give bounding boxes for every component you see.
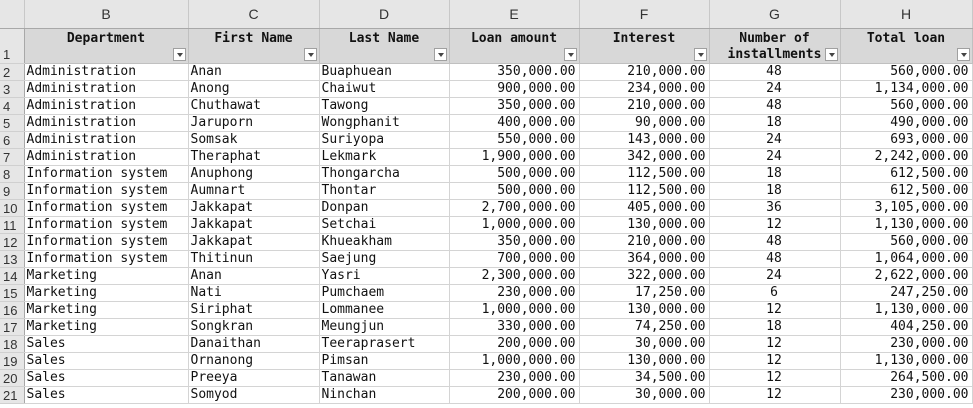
cell-last-name[interactable]: Khueakham (319, 234, 449, 251)
cell-installments[interactable]: 24 (709, 268, 840, 285)
cell-first-name[interactable]: Jakkapat (188, 200, 319, 217)
cell-loan-amount[interactable]: 2,700,000.00 (449, 200, 579, 217)
cell-first-name[interactable]: Somyod (188, 387, 319, 404)
cell-installments[interactable]: 24 (709, 149, 840, 166)
row-number[interactable]: 11 (0, 217, 24, 234)
header-installments-label-line1: Number of (739, 31, 810, 46)
row-number[interactable]: 16 (0, 302, 24, 319)
column-header-c[interactable]: C (188, 0, 319, 29)
cell-first-name[interactable]: Aumnart (188, 183, 319, 200)
table-row (0, 251, 972, 268)
column-header-b[interactable]: B (24, 0, 188, 29)
table-row (0, 285, 972, 302)
cell-first-name[interactable]: Anong (188, 81, 319, 98)
cell-department[interactable]: Administration (24, 98, 188, 115)
cell-installments[interactable]: 24 (709, 132, 840, 149)
filter-dropdown-icon[interactable] (825, 48, 838, 61)
cell-installments[interactable]: 12 (709, 217, 840, 234)
table-row (0, 302, 972, 319)
table-row (0, 268, 972, 285)
row-number[interactable]: 7 (0, 149, 24, 166)
header-first-name-label: First Name (214, 31, 293, 46)
cell-department[interactable]: Marketing (24, 268, 188, 285)
row-number[interactable]: 5 (0, 115, 24, 132)
cell-total-loan[interactable]: 3,105,000.00 (840, 200, 972, 217)
cell-total-loan[interactable]: 490,000.00 (840, 115, 972, 132)
cell-total-loan[interactable]: 560,000.00 (840, 234, 972, 251)
row-number[interactable]: 10 (0, 200, 24, 217)
cell-interest[interactable]: 210,000.00 (579, 234, 709, 251)
cell-loan-amount[interactable]: 2,300,000.00 (449, 268, 579, 285)
cell-total-loan[interactable]: 404,250.00 (840, 319, 972, 336)
cell-loan-amount[interactable]: 1,900,000.00 (449, 149, 579, 166)
cell-loan-amount[interactable]: 200,000.00 (449, 387, 579, 404)
cell-interest[interactable]: 130,000.00 (579, 353, 709, 370)
cell-total-loan[interactable]: 1,064,000.00 (840, 251, 972, 268)
cell-installments[interactable]: 12 (709, 336, 840, 353)
cell-first-name[interactable]: Jakkapat (188, 234, 319, 251)
cell-department[interactable]: Sales (24, 387, 188, 404)
cell-department[interactable]: Administration (24, 149, 188, 166)
column-header-d[interactable]: D (319, 0, 449, 29)
cell-total-loan[interactable]: 247,250.00 (840, 285, 972, 302)
cell-total-loan[interactable]: 2,242,000.00 (840, 149, 972, 166)
cell-interest[interactable]: 130,000.00 (579, 217, 709, 234)
cell-loan-amount[interactable]: 500,000.00 (449, 166, 579, 183)
cell-first-name[interactable]: Somsak (188, 132, 319, 149)
cell-interest[interactable]: 34,500.00 (579, 370, 709, 387)
cell-last-name[interactable]: Lekmark (319, 149, 449, 166)
row-number[interactable]: 8 (0, 166, 24, 183)
column-header-g[interactable]: G (709, 0, 840, 29)
cell-first-name[interactable]: Ornanong (188, 353, 319, 370)
cell-department[interactable]: Information system (24, 166, 188, 183)
table-row (0, 115, 972, 132)
cell-department[interactable]: Sales (24, 353, 188, 370)
cell-department[interactable]: Marketing (24, 319, 188, 336)
cell-department[interactable]: Information system (24, 251, 188, 268)
cell-total-loan[interactable]: 264,500.00 (840, 370, 972, 387)
cell-interest[interactable]: 322,000.00 (579, 268, 709, 285)
row-number[interactable]: 20 (0, 370, 24, 387)
cell-last-name[interactable]: Teeraprasert (319, 336, 449, 353)
cell-installments[interactable]: 18 (709, 319, 840, 336)
row-number[interactable]: 4 (0, 98, 24, 115)
cell-total-loan[interactable]: 230,000.00 (840, 387, 972, 404)
cell-last-name[interactable]: Thontar (319, 183, 449, 200)
table-row (0, 81, 972, 98)
cell-installments[interactable]: 48 (709, 98, 840, 115)
cell-installments[interactable]: 18 (709, 166, 840, 183)
column-header-row (0, 0, 972, 29)
cell-interest[interactable]: 364,000.00 (579, 251, 709, 268)
cell-department[interactable]: Sales (24, 370, 188, 387)
cell-last-name[interactable]: Tanawan (319, 370, 449, 387)
cell-first-name[interactable]: Anan (188, 64, 319, 81)
cell-interest[interactable]: 112,500.00 (579, 183, 709, 200)
row-number[interactable]: 1 (0, 29, 24, 64)
table-row (0, 200, 972, 217)
header-last-name-label: Last Name (348, 31, 420, 46)
cell-first-name[interactable]: Preeya (188, 370, 319, 387)
header-department[interactable] (24, 29, 188, 64)
cell-total-loan[interactable]: 1,130,000.00 (840, 217, 972, 234)
row-number[interactable]: 18 (0, 336, 24, 353)
cell-last-name[interactable]: Thongarcha (319, 166, 449, 183)
cell-interest[interactable]: 342,000.00 (579, 149, 709, 166)
cell-total-loan[interactable]: 612,500.00 (840, 166, 972, 183)
table-row (0, 234, 972, 251)
cell-installments[interactable]: 24 (709, 81, 840, 98)
cell-installments[interactable]: 6 (709, 285, 840, 302)
cell-last-name[interactable]: Ninchan (319, 387, 449, 404)
cell-first-name[interactable]: Anan (188, 268, 319, 285)
header-installments-label-line2: installments (727, 47, 822, 62)
column-header-e[interactable]: E (449, 0, 579, 29)
header-loan-amount[interactable] (449, 29, 579, 64)
cell-total-loan[interactable]: 230,000.00 (840, 336, 972, 353)
filter-dropdown-icon[interactable] (434, 48, 447, 61)
cell-interest[interactable]: 74,250.00 (579, 319, 709, 336)
cell-interest[interactable]: 143,000.00 (579, 132, 709, 149)
cell-interest[interactable]: 30,000.00 (579, 387, 709, 404)
header-interest-label: Interest (612, 31, 676, 46)
cell-interest[interactable]: 405,000.00 (579, 200, 709, 217)
cell-installments[interactable]: 48 (709, 251, 840, 268)
table-row (0, 336, 972, 353)
cell-department[interactable]: Information system (24, 200, 188, 217)
filter-dropdown-icon[interactable] (694, 48, 707, 61)
cell-last-name[interactable]: Buaphuean (319, 64, 449, 81)
table-row (0, 370, 972, 387)
cell-loan-amount[interactable]: 230,000.00 (449, 285, 579, 302)
header-total-loan-label: Total loan (866, 31, 946, 46)
cell-loan-amount[interactable]: 1,000,000.00 (449, 353, 579, 370)
cell-first-name[interactable]: Jakkapat (188, 217, 319, 234)
cell-last-name[interactable]: Tawong (319, 98, 449, 115)
cell-total-loan[interactable]: 560,000.00 (840, 98, 972, 115)
cell-last-name[interactable]: Pimsan (319, 353, 449, 370)
cell-installments[interactable]: 12 (709, 370, 840, 387)
table-row (0, 353, 972, 370)
cell-installments[interactable]: 36 (709, 200, 840, 217)
row-number[interactable]: 21 (0, 387, 24, 404)
cell-first-name[interactable]: Songkran (188, 319, 319, 336)
select-all-corner[interactable] (0, 0, 24, 29)
filter-dropdown-icon[interactable] (957, 48, 970, 61)
row-number[interactable]: 2 (0, 64, 24, 81)
cell-total-loan[interactable]: 1,130,000.00 (840, 302, 972, 319)
header-total-loan[interactable] (840, 29, 972, 64)
table-row (0, 166, 972, 183)
table-row (0, 217, 972, 234)
table-row (0, 132, 972, 149)
cell-loan-amount[interactable]: 350,000.00 (449, 98, 579, 115)
cell-department[interactable]: Marketing (24, 285, 188, 302)
cell-total-loan[interactable]: 2,622,000.00 (840, 268, 972, 285)
cell-total-loan[interactable]: 1,130,000.00 (840, 353, 972, 370)
cell-installments[interactable]: 12 (709, 353, 840, 370)
cell-interest[interactable]: 130,000.00 (579, 302, 709, 319)
cell-loan-amount[interactable]: 550,000.00 (449, 132, 579, 149)
cell-last-name[interactable]: Chaiwut (319, 81, 449, 98)
cell-loan-amount[interactable]: 700,000.00 (449, 251, 579, 268)
cell-department[interactable]: Administration (24, 132, 188, 149)
cell-installments[interactable]: 48 (709, 234, 840, 251)
table-row (0, 98, 972, 115)
cell-loan-amount[interactable]: 500,000.00 (449, 183, 579, 200)
row-number[interactable]: 13 (0, 251, 24, 268)
row-number[interactable]: 12 (0, 234, 24, 251)
cell-last-name[interactable]: Yasri (319, 268, 449, 285)
cell-department[interactable]: Marketing (24, 302, 188, 319)
table-row (0, 149, 972, 166)
cell-first-name[interactable]: Chuthawat (188, 98, 319, 115)
table-row (0, 64, 972, 81)
cell-loan-amount[interactable]: 230,000.00 (449, 370, 579, 387)
cell-loan-amount[interactable]: 350,000.00 (449, 64, 579, 81)
cell-installments[interactable]: 18 (709, 183, 840, 200)
row-number[interactable]: 9 (0, 183, 24, 200)
cell-installments[interactable]: 12 (709, 302, 840, 319)
header-loan-amount-label: Loan amount (470, 31, 558, 46)
cell-loan-amount[interactable]: 330,000.00 (449, 319, 579, 336)
table-row (0, 387, 972, 404)
row-number[interactable]: 3 (0, 81, 24, 98)
cell-loan-amount[interactable]: 900,000.00 (449, 81, 579, 98)
cell-first-name[interactable]: Jaruporn (188, 115, 319, 132)
cell-last-name[interactable]: Lommanee (319, 302, 449, 319)
cell-department[interactable]: Administration (24, 115, 188, 132)
cell-department[interactable]: Information system (24, 183, 188, 200)
cell-first-name[interactable]: Nati (188, 285, 319, 302)
row-number[interactable]: 15 (0, 285, 24, 302)
cell-department[interactable]: Administration (24, 64, 188, 81)
cell-loan-amount[interactable]: 350,000.00 (449, 234, 579, 251)
header-interest[interactable] (579, 29, 709, 64)
column-header-h[interactable]: H (840, 0, 972, 29)
cell-first-name[interactable]: Theraphat (188, 149, 319, 166)
cell-total-loan[interactable]: 560,000.00 (840, 64, 972, 81)
cell-first-name[interactable]: Anuphong (188, 166, 319, 183)
filter-dropdown-icon[interactable] (304, 48, 317, 61)
cell-first-name[interactable]: Thitinun (188, 251, 319, 268)
cell-installments[interactable]: 48 (709, 64, 840, 81)
row-number[interactable]: 19 (0, 353, 24, 370)
header-first-name[interactable] (188, 29, 319, 64)
cell-interest[interactable]: 112,500.00 (579, 166, 709, 183)
cell-last-name[interactable]: Wongphanit (319, 115, 449, 132)
cell-last-name[interactable]: Saejung (319, 251, 449, 268)
filter-dropdown-icon[interactable] (564, 48, 577, 61)
cell-department[interactable]: Information system (24, 217, 188, 234)
row-number[interactable]: 17 (0, 319, 24, 336)
cell-loan-amount[interactable]: 200,000.00 (449, 336, 579, 353)
cell-total-loan[interactable]: 612,500.00 (840, 183, 972, 200)
cell-loan-amount[interactable]: 1,000,000.00 (449, 217, 579, 234)
cell-interest[interactable]: 210,000.00 (579, 64, 709, 81)
cell-department[interactable]: Administration (24, 81, 188, 98)
header-department-label: Department (66, 31, 146, 46)
cell-last-name[interactable]: Donpan (319, 200, 449, 217)
header-installments[interactable] (709, 29, 840, 64)
cell-total-loan[interactable]: 1,134,000.00 (840, 81, 972, 98)
row-number[interactable]: 14 (0, 268, 24, 285)
cell-department[interactable]: Sales (24, 336, 188, 353)
cell-last-name[interactable]: Setchai (319, 217, 449, 234)
column-header-f[interactable]: F (579, 0, 709, 29)
row-number[interactable]: 6 (0, 132, 24, 149)
cell-loan-amount[interactable]: 1,000,000.00 (449, 302, 579, 319)
table-row (0, 183, 972, 200)
cell-last-name[interactable]: Meungjun (319, 319, 449, 336)
cell-installments[interactable]: 18 (709, 115, 840, 132)
cell-interest[interactable]: 17,250.00 (579, 285, 709, 302)
header-last-name[interactable] (319, 29, 449, 64)
table-header-row (0, 29, 972, 64)
cell-department[interactable]: Information system (24, 234, 188, 251)
table-row (0, 319, 972, 336)
cell-total-loan[interactable]: 693,000.00 (840, 132, 972, 149)
cell-last-name[interactable]: Pumchaem (319, 285, 449, 302)
cell-first-name[interactable]: Danaithan (188, 336, 319, 353)
cell-loan-amount[interactable]: 400,000.00 (449, 115, 579, 132)
cell-installments[interactable]: 12 (709, 387, 840, 404)
cell-interest[interactable]: 30,000.00 (579, 336, 709, 353)
cell-first-name[interactable]: Siriphat (188, 302, 319, 319)
filter-dropdown-icon[interactable] (173, 48, 186, 61)
cell-interest[interactable]: 234,000.00 (579, 81, 709, 98)
cell-interest[interactable]: 90,000.00 (579, 115, 709, 132)
cell-interest[interactable]: 210,000.00 (579, 98, 709, 115)
cell-last-name[interactable]: Suriyopa (319, 132, 449, 149)
